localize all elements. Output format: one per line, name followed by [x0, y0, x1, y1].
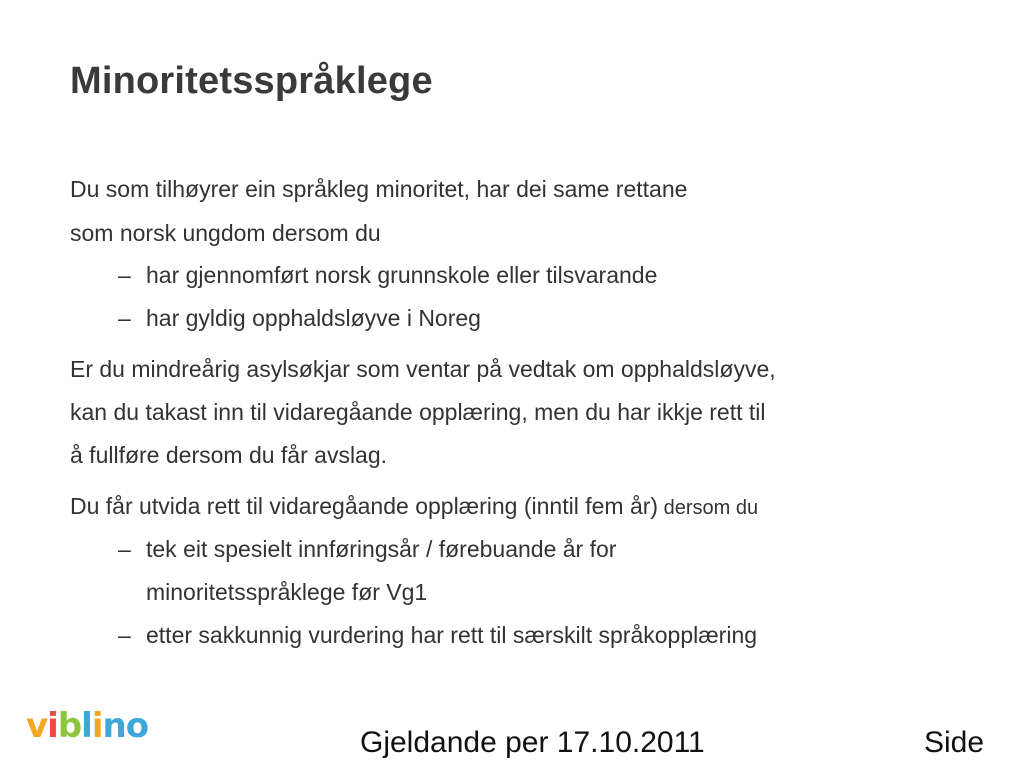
bullet-text: har gjennomført norsk grunnskole eller tilsvarande	[146, 262, 658, 288]
viblino-logo	[26, 706, 149, 750]
logo-letter: o	[125, 706, 149, 746]
logo-letter: i	[47, 706, 58, 746]
logo-letter: n	[102, 706, 126, 746]
slide-title: Minoritetsspråklege	[70, 60, 433, 102]
bullet-text: har gyldig opphaldsløyve i Noreg	[146, 305, 481, 331]
bullet-dash: –	[118, 622, 131, 648]
paragraph-1-line-1: Du som tilhøyrer ein språkleg minoritet, har dei same rettane	[70, 176, 688, 202]
paragraph-3-main-text: Du får utvida rett til vidaregåande opplæring (inntil fem år)	[70, 493, 659, 519]
bullet-item	[118, 262, 657, 289]
logo-letter: b	[57, 706, 82, 746]
bullet-text: etter sakkunnig vurdering har rett til særskilt språkopplæring	[146, 622, 758, 648]
footer-page-label: Side	[924, 726, 985, 759]
footer-date: Gjeldande per 17.10.2011	[360, 726, 705, 759]
bullet-text: tek eit spesielt innføringsår / førebuande år for	[146, 536, 617, 562]
logo-letter: i	[91, 706, 103, 746]
paragraph-1-line-2: som norsk ungdom dersom du	[70, 220, 381, 246]
bullet-dash: –	[118, 305, 131, 331]
bullet-item	[118, 305, 481, 332]
logo-letter: v	[26, 706, 48, 746]
paragraph-2-line-1: Er du mindreårig asylsøkjar som ventar på vedtak om opphaldsløyve,	[70, 356, 776, 382]
paragraph-2-line-3: å fullføre dersom du får avslag.	[70, 442, 388, 468]
bullet-continuation: minoritetsspråklege før Vg1	[146, 579, 428, 605]
bullet-dash: –	[118, 262, 131, 288]
logo-letter: l	[81, 706, 92, 746]
bullet-item	[118, 536, 616, 563]
logo-wordmark	[26, 706, 148, 746]
paragraph-2-line-2: kan du takast inn til vidaregåande opplæring, men du har ikkje rett til	[70, 399, 766, 425]
paragraph-3-small-text: dersom du	[658, 497, 759, 519]
bullet-dash: –	[118, 536, 131, 562]
bullet-item	[118, 622, 757, 649]
paragraph-3-line-1	[70, 493, 758, 520]
